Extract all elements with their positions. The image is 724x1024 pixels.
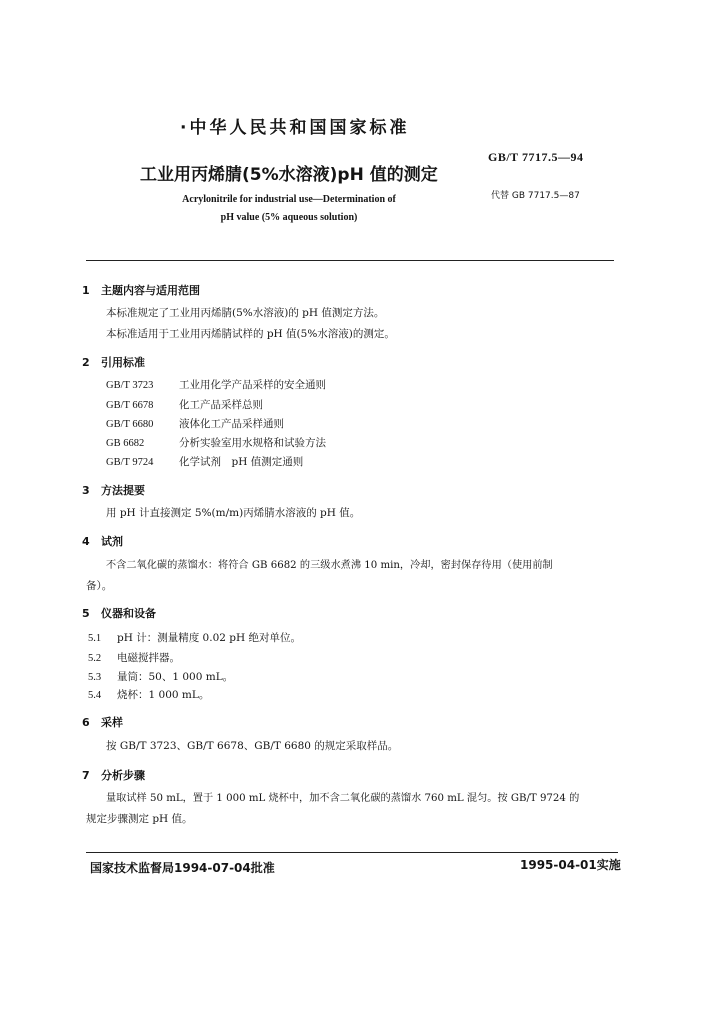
item-number: 5.3 bbox=[88, 672, 102, 683]
document-title-zh: 工业用丙烯腈(5%水溶液)pH 值的测定 bbox=[140, 165, 438, 185]
section-title: 主题内容与适用范围 bbox=[101, 284, 200, 297]
section-7-line-2: 规定步骤测定 pH 值。 bbox=[86, 813, 193, 825]
reference-name: 化学试剂 pH 值测定通则 bbox=[179, 456, 304, 468]
item-text: pH 计：测量精度 0.02 pH 绝对单位。 bbox=[117, 632, 301, 644]
section-title: 仪器和设备 bbox=[101, 607, 156, 620]
section-1-line-1: 本标准规定了工业用丙烯腈(5%水溶液)的 pH 值测定方法。 bbox=[106, 307, 385, 319]
equipment-item bbox=[88, 650, 180, 665]
section-title: 引用标准 bbox=[101, 356, 145, 369]
section-heading-2 bbox=[82, 354, 145, 370]
document-title-en-line1: Acrylonitrile for industrial use—Determination of bbox=[182, 194, 396, 205]
section-4-line-1: 不含二氧化碳的蒸馏水：将符合 GB 6682 的三级水煮沸 10 min，冷却，密封保存待用（使用前制 bbox=[106, 560, 553, 571]
section-heading-6 bbox=[82, 714, 123, 730]
reference-item bbox=[106, 377, 326, 392]
section-number: 2 bbox=[82, 356, 90, 369]
document-title-en-line2: pH value (5% aqueous solution) bbox=[220, 212, 358, 223]
section-number: 6 bbox=[82, 716, 90, 729]
reference-name: 分析实验室用水规格和试验方法 bbox=[179, 437, 326, 449]
reference-item bbox=[106, 435, 326, 450]
reference-code: GB/T 6678 bbox=[106, 400, 154, 411]
item-number: 5.2 bbox=[88, 653, 102, 664]
section-heading-4 bbox=[82, 533, 123, 549]
equipment-item bbox=[88, 630, 301, 645]
equipment-item bbox=[88, 669, 233, 684]
footer-rule bbox=[86, 852, 618, 853]
section-title: 分析步骤 bbox=[101, 769, 145, 782]
reference-name: 液体化工产品采样通则 bbox=[179, 418, 284, 430]
reference-code: GB/T 3723 bbox=[106, 380, 154, 391]
section-6-text: 按 GB/T 3723、GB/T 6678、GB/T 6680 的规定采取样品。 bbox=[106, 740, 399, 752]
section-1-line-2: 本标准适用于工业用丙烯腈试样的 pH 值(5%水溶液)的测定。 bbox=[106, 328, 395, 340]
reference-code: GB/T 9724 bbox=[106, 457, 154, 468]
section-heading-3 bbox=[82, 482, 145, 498]
section-heading-5 bbox=[82, 605, 156, 621]
equipment-item bbox=[88, 687, 209, 702]
section-number: 5 bbox=[82, 607, 90, 620]
section-7-line-1: 量取试样 50 mL，置于 1 000 mL 烧杯中，加不含二氧化碳的蒸馏水 760 mL 混匀。按 GB/T 9724 的 bbox=[106, 793, 580, 804]
implementation-date: 1995-04-01实施 bbox=[520, 858, 621, 872]
section-number: 4 bbox=[82, 535, 90, 548]
reference-item bbox=[106, 397, 263, 412]
item-number: 5.1 bbox=[88, 633, 102, 644]
national-standard-heading: ·中华人民共和国国家标准 bbox=[180, 118, 410, 138]
header-rule bbox=[86, 260, 614, 261]
section-title: 采样 bbox=[101, 716, 123, 729]
reference-code: GB 6682 bbox=[106, 438, 145, 449]
section-number: 1 bbox=[82, 284, 90, 297]
section-title: 试剂 bbox=[101, 535, 123, 548]
item-text: 电磁搅拌器。 bbox=[117, 652, 180, 664]
reference-item bbox=[106, 416, 284, 431]
section-number: 7 bbox=[82, 769, 90, 782]
replaces-standard: 代替 GB 7717.5—87 bbox=[491, 191, 580, 201]
section-4-line-2: 备）。 bbox=[86, 580, 113, 592]
item-text: 烧杯：1 000 mL。 bbox=[117, 689, 210, 701]
reference-item bbox=[106, 454, 303, 469]
section-title: 方法提要 bbox=[101, 484, 145, 497]
section-heading-7 bbox=[82, 767, 145, 783]
reference-name: 化工产品采样总则 bbox=[179, 399, 263, 411]
standard-number: GB/T 7717.5—94 bbox=[488, 150, 584, 164]
item-number: 5.4 bbox=[88, 690, 102, 701]
section-number: 3 bbox=[82, 484, 90, 497]
item-text: 量筒：50、1 000 mL。 bbox=[117, 671, 234, 683]
reference-name: 工业用化学产品采样的安全通则 bbox=[179, 379, 326, 391]
section-3-text: 用 pH 计直接测定 5%(m/m)丙烯腈水溶液的 pH 值。 bbox=[106, 507, 361, 519]
section-heading-1 bbox=[82, 282, 200, 298]
approval-date: 国家技术监督局1994-07-04批准 bbox=[90, 861, 275, 875]
reference-code: GB/T 6680 bbox=[106, 419, 154, 430]
